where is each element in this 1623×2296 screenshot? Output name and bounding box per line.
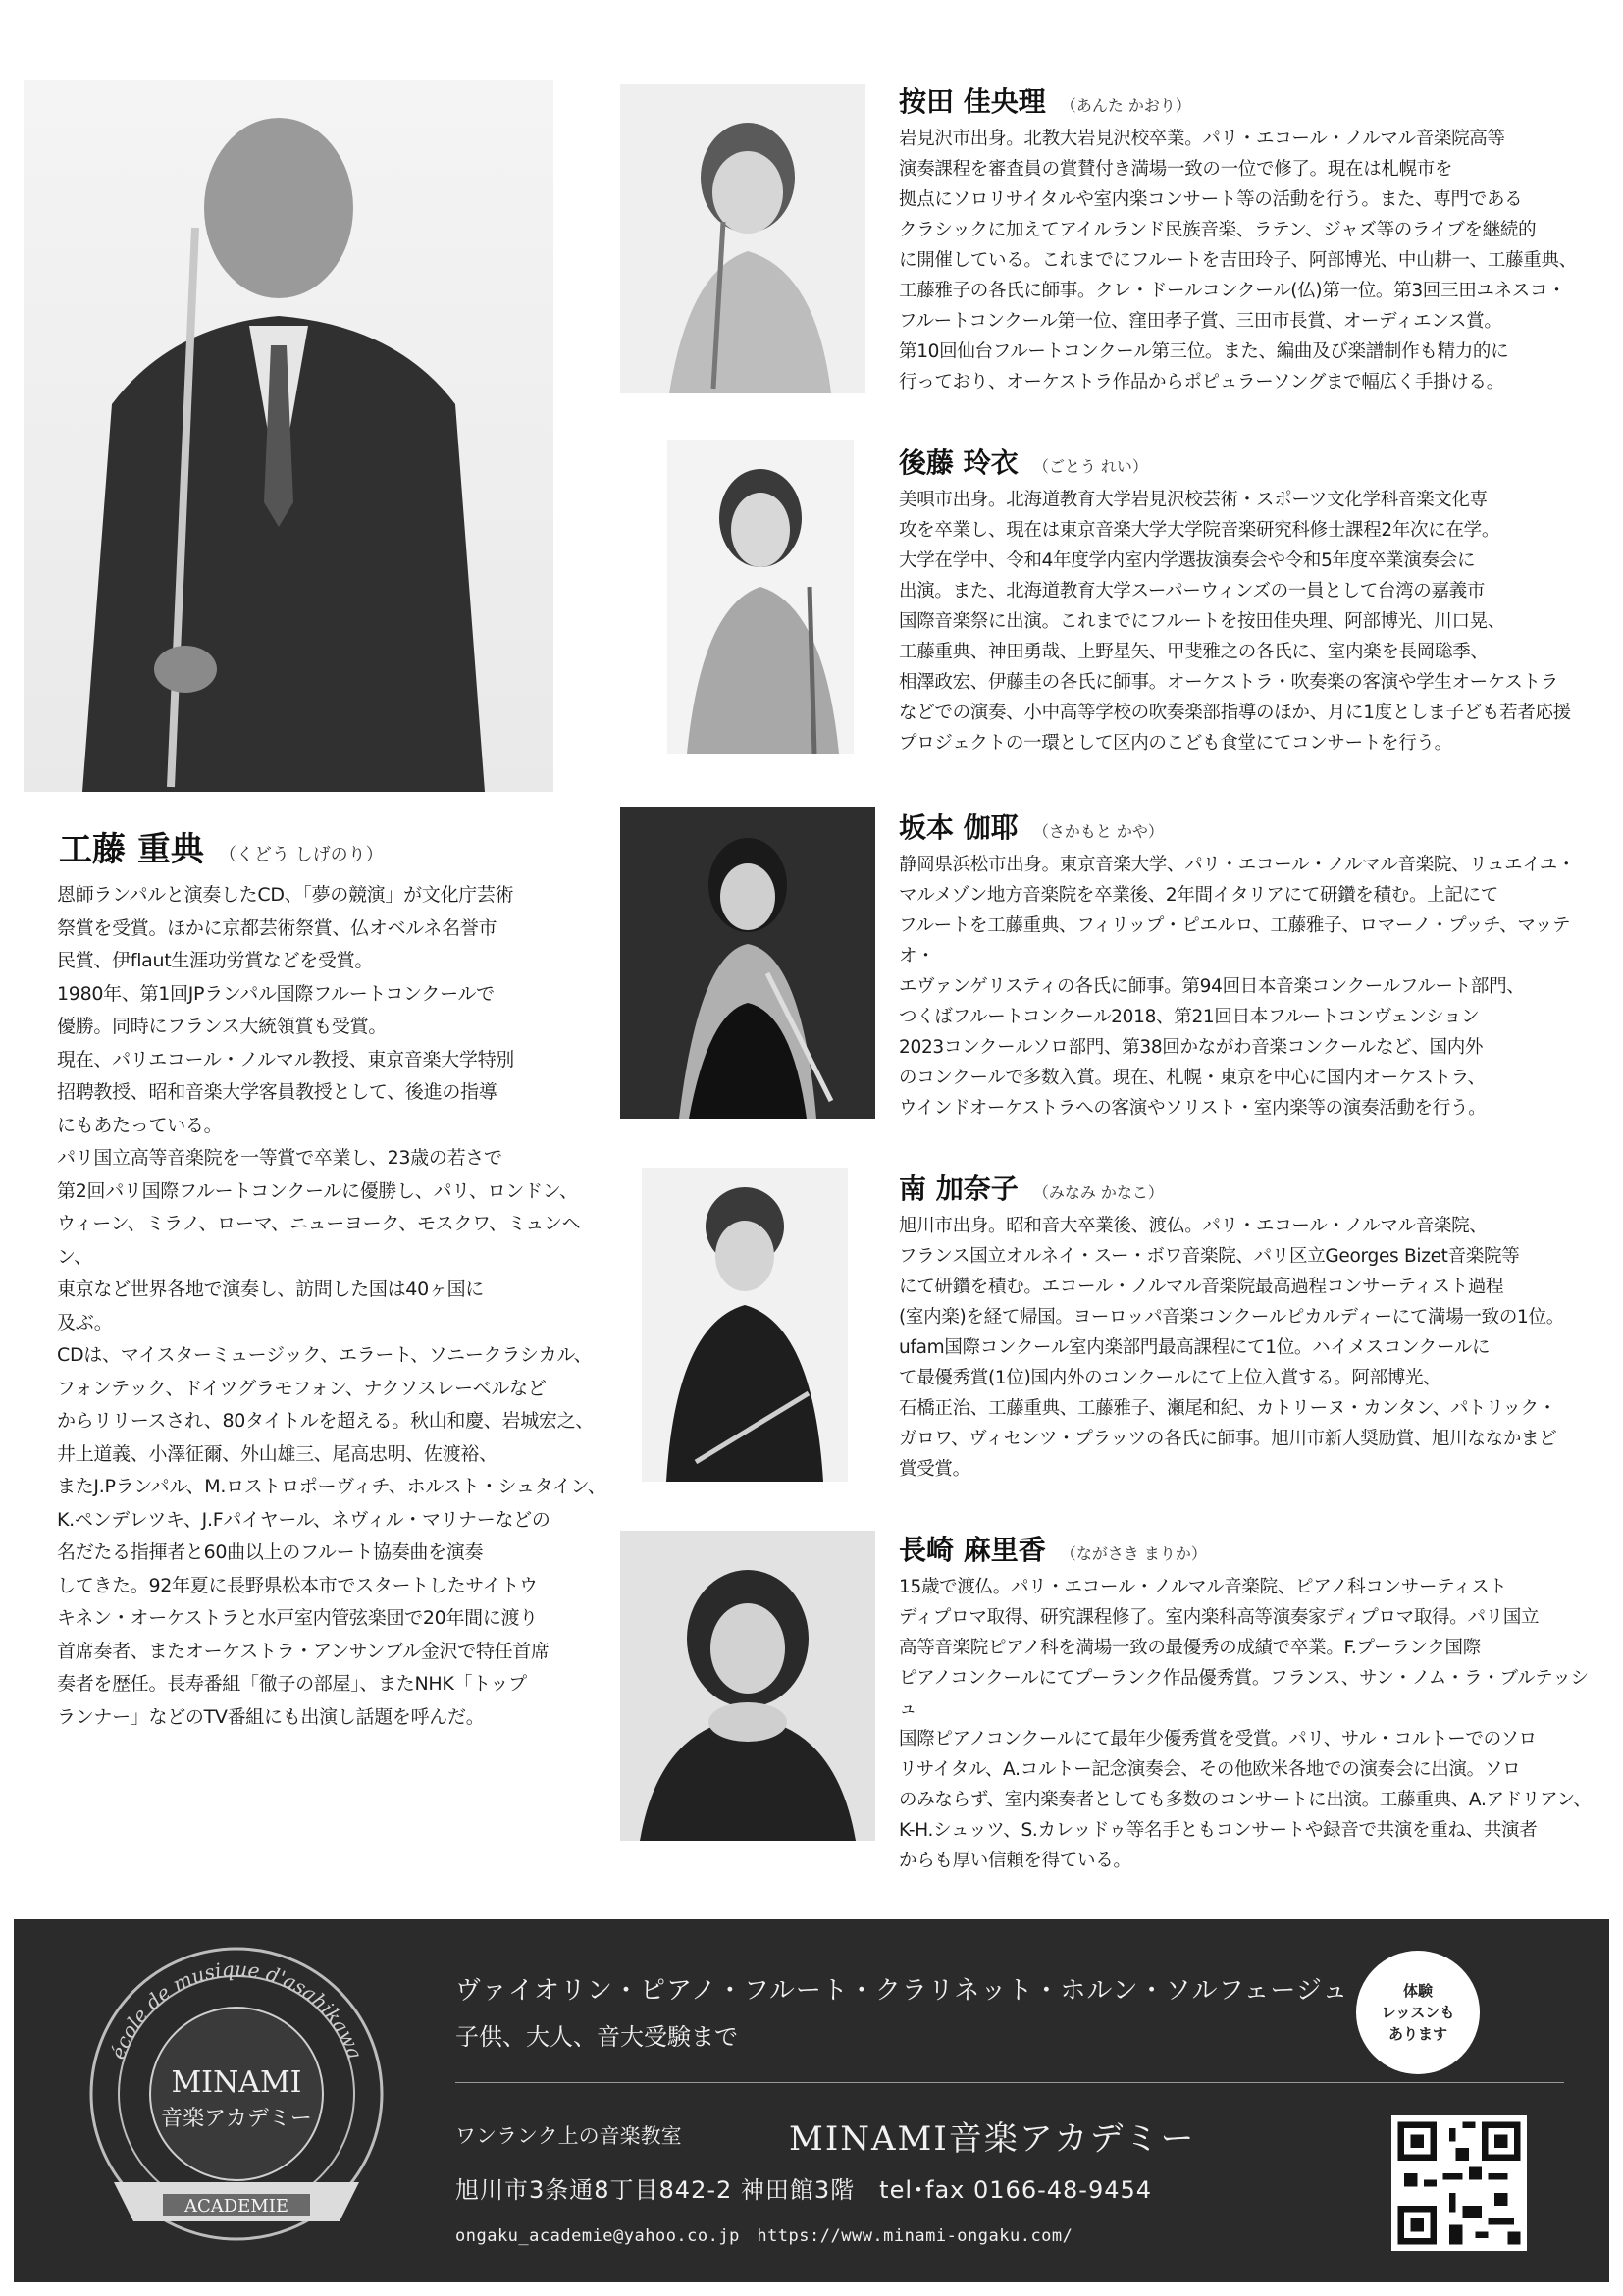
performer-heading-sakamoto <box>899 807 1164 846</box>
badge-line: 体験 <box>1402 1982 1433 2000</box>
school-footer <box>14 1919 1609 2282</box>
performer-reading: （みなみ かなこ） <box>1032 1183 1164 1202</box>
performer-heading-anta <box>899 80 1191 120</box>
performer-photo-sakamoto <box>620 807 875 1119</box>
trial-lesson-badge <box>1356 1951 1480 2074</box>
school-name: MINAMI音楽アカデミー <box>789 2119 1196 2159</box>
performer-bio: 旭川市出身。昭和音大卒業後、渡仏。パリ・エコール・ノルマル音楽院、 フランス国立オルネイ・スー・ボワ音楽院、パリ区立Georges Bizet音楽院等 にて研鑽を積む。エコール・ノルマル音楽院最高過程コンサーティスト過程 (室内楽)を経て帰国。ヨーロッパ音楽コンクールピカルディーにて満場一致の1位。 ufam国際コンクール室内楽部門最高課程にて1位。ハイメスコンクールに て最優秀賞(1位)国内外のコンクールにて上位入賞する。阿部博光、 石橋正治、工藤重典、工藤雅子、瀬尾和紀、カトリーヌ・カンタン、パトリック・ ガロワ、ヴィセンツ・プラッツの各氏に師事。旭川市新人奨励賞、旭川ななかまど 賞受賞。 <box>899 1216 1564 1480</box>
main-performer-reading: （くどう しげのり） <box>218 845 384 865</box>
performer-name: 南 加奈子 <box>899 1173 1019 1205</box>
performer-bio: 静岡県浜松市出身。東京音楽大学、パリ・エコール・ノルマル音楽院、リュエイユ・ マルメゾン地方音楽院を卒業後、2年間イタリアにて研鑽を積む。上記にて フルートを工藤重典、フィリップ・ピエルロ、工藤雅子、ロマーノ・プッチ、マッテオ・ エヴァンゲリスティの各氏に師事。第94回日本音楽コンクールフルート部門、 つくばフルートコンクール2018、第21回日本フルートコンヴェンション 2023コンクールソロ部門、第38回かながわ音楽コンクールなど、国内外 のコンクールで多数入賞。現在、札幌・東京を中心に国内オーケストラ、 ウインドオーケストラへの客演やソリスト・室内楽等の演奏活動を行う。 <box>899 855 1576 1119</box>
performer-reading: （あんた かおり） <box>1060 96 1191 115</box>
logo-ring-text: école de musique d'asahikawa <box>105 1957 368 2062</box>
lesson-subjects: ヴァイオリン・ピアノ・フルート・クラリネット・ホルン・ソルフェージュ <box>455 1976 1349 2006</box>
school-tagline: ワンランク上の音楽教室 <box>455 2124 682 2148</box>
performer-heading-goto <box>899 442 1148 481</box>
performer-name: 長崎 麻里香 <box>899 1534 1046 1566</box>
logo-line1: MINAMI <box>171 2065 302 2100</box>
qr-code-icon[interactable] <box>1391 2115 1527 2251</box>
badge-line: あります <box>1387 2025 1447 2043</box>
performer-reading: （ごとう れい） <box>1032 457 1148 476</box>
performer-bio: 美唄市出身。北海道教育大学岩見沢校芸術・スポーツ文化学科音楽文化専 攻を卒業し、現在は東京音楽大学大学院音楽研究科修士課程2年次に在学。 大学在学中、令和4年度学内室内学選抜演奏会や令和5年度卒業演奏会に 出演。また、北海道教育大学スーパーウィンズの一員として台湾の嘉義市 国際音楽祭に出演。これまでにフルートを按田佳央理、阿部博光、川口晃、 工藤重典、神田勇哉、上野星矢、甲斐雅之の各氏に、室内楽を長岡聡季、 相澤政宏、伊藤圭の各氏に師事。オーケストラ・吹奏楽の客演や学生オーケストラ などでの演奏、小中高等学校の吹奏楽部指導のほか、月に1度としま子ども若者応援 プロジェクトの一環として区内のこども食堂にてコンサートを行う。 <box>899 490 1571 754</box>
logo-ribbon: ACADEMIE <box>183 2196 289 2217</box>
main-performer-heading <box>59 822 384 870</box>
lesson-target: 子供、大人、音大受験まで <box>455 2023 738 2051</box>
performer-heading-nagasaki <box>899 1529 1207 1568</box>
performer-photo-nagasaki <box>620 1531 875 1841</box>
performer-name: 後藤 玲衣 <box>899 446 1019 479</box>
performer-reading: （ながさき まりか） <box>1060 1544 1207 1563</box>
performer-reading: （さかもと かや） <box>1032 822 1164 841</box>
badge-line: レッスンも <box>1381 2004 1455 2021</box>
performer-photo-goto <box>667 440 854 754</box>
main-performer-photo <box>24 80 553 792</box>
performer-name: 按田 佳央理 <box>899 85 1046 118</box>
performer-photo-minami <box>642 1168 848 1482</box>
performer-name: 坂本 伽耶 <box>899 811 1019 844</box>
main-performer-name: 工藤 重典 <box>59 830 204 869</box>
performer-bio: 15歳で渡仏。パリ・エコール・ノルマル音楽院、ピアノ科コンサーティスト ディプロマ取得、研究課程修了。室内楽科高等演奏家ディプロマ取得。パリ国立 高等音楽院ピアノ科を満場一致の最優秀の成績で卒業。F.プーランク国際 ピアノコンクールにてプーランク作品優秀賞。フランス、サン・ノム・ラ・ブルテッシュ 国際ピアノコンクールにて最年少優秀賞を受賞。パリ、サル・コルトーでのソロ リサイタル、A.コルトー記念演奏会、その他欧米各地での演奏会に出演。ソロ のみならず、室内楽奏者としても多数のコンサートに出演。工藤重典、A.アドリアン、 K-H.シュッツ、S.カレッドゥ等名手ともコンサートや録音で共演を重ね、共演者 からも厚い信頼を得ている。 <box>899 1577 1592 1871</box>
main-performer-bio: 恩師ランパルと演奏したCD、「夢の競演」が文化庁芸術 祭賞を受賞。ほかに京都芸術祭賞、仏オベルネ名誉市 民賞、伊flaut生涯功労賞などを受賞。 1980年、第1回JPランパル国際フルートコンクールで 優勝。同時にフランス大統領賞も受賞。 現在、パリエコール・ノルマル教授、東京音楽大学特別 招聘教授、昭和音楽大学客員教授として、後進の指導 にもあたっている。 パリ国立高等音楽院を一等賞で卒業し、23歳の若さで 第2回パリ国際フルートコンクールに優勝し、パリ、ロンドン、 ウィーン、ミラノ、ローマ、ニューヨーク、モスクワ、ミュンヘン、 東京など世界各地で演奏し、訪問した国は40ヶ国に 及ぶ。 CDは、マイスターミュージック、エラート、ソニークラシカル、 フォンテック、ドイツグラモフォン、ナクソスレーベルなど からリリースされ、80タイトルを超える。秋山和慶、岩城宏之、 井上道義、小澤征爾、外山雄三、尾高忠明、佐渡裕、 またJ.Pランパル、M.ロストロポーヴィチ、ホルスト・シュタイン、 K.ペンデレツキ、J.Fパイヤール、ネヴィル・マリナーなどの 名だたる指揮者と60曲以上のフルート協奏曲を演奏 してきた。92年夏に長野県松本市でスタートしたサイトウ キネン・オーケストラと水戸室内管弦楽団で20年間に渡り 首席奏者、またオーケストラ・アンサンブル金沢で特任首席 奏者を歴任。長寿番組「徹子の部屋」、またNHK「トップ ランナー」などのTV番組にも出演し話題を呼んだ。 <box>57 884 606 1728</box>
performer-bio: 岩見沢市出身。北教大岩見沢校卒業。パリ・エコール・ノルマル音楽院高等 演奏課程を審査員の賞賛付き満場一致の一位で修了。現在は札幌市を 拠点にソロリサイタルや室内楽コンサート等の活動を行う。また、専門である クラシックに加えてアイルランド民族音楽、ラテン、ジャズ等のライブを継続的 に開催している。これまでにフルートを吉田玲子、阿部博光、中山耕一、工藤重典、 工藤雅子の各氏に師事。クレ・ドールコンクール(仏)第一位。第3回三田ユネスコ・ フルートコンクール第一位、窪田孝子賞、三田市長賞、オーディエンス賞。 第10回仙台フルートコンクール第三位。また、編曲及び楽譜制作も精力的に 行っており、オーケストラ作品からポピュラーソングまで幅広く手掛ける。 <box>899 129 1577 392</box>
academy-logo <box>75 1937 398 2270</box>
footer-divider <box>455 2082 1564 2083</box>
school-address: 旭川市3条通8丁目842-2 神田館3階 tel･fax 0166-48-9454 <box>455 2176 1153 2204</box>
performer-heading-minami <box>899 1168 1164 1207</box>
school-contact: ongaku_academie@yahoo.co.jp https://www.minami-ongaku.com/ <box>455 2226 1073 2246</box>
performer-photo-anta <box>620 84 865 393</box>
logo-line2: 音楽アカデミー <box>161 2107 312 2131</box>
